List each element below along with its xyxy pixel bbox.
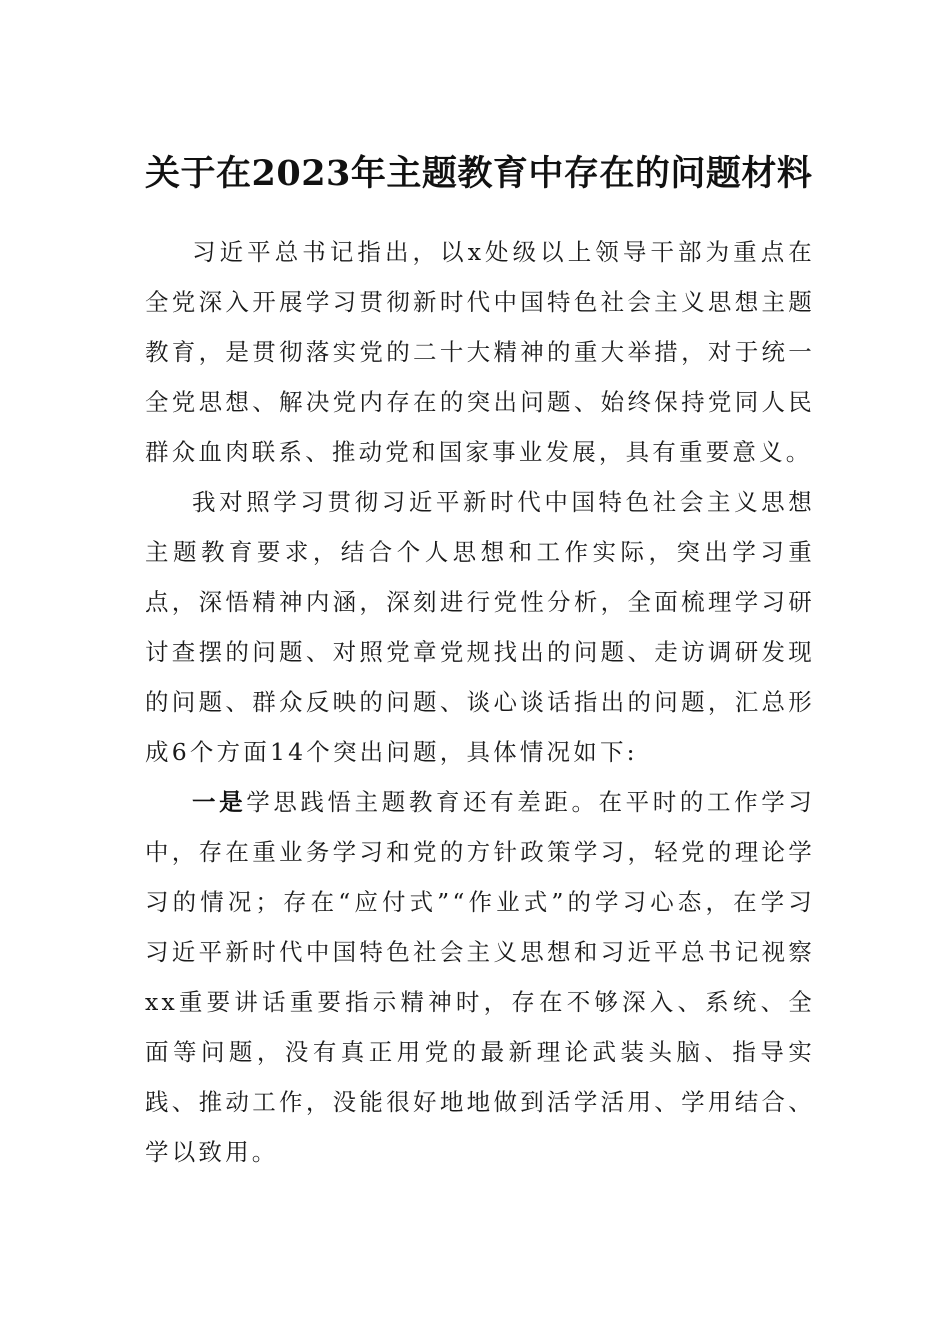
paragraph-intro [145, 227, 815, 477]
paragraph-text: 习近平总书记指出，以x处级以上领导干部为重点在全党深入开展学习贯彻新时代中国特色社会主义思想主题教育，是贯彻落实党的二十大精神的重大举措，对于统一全党思想、解决党内存在的突出问题、始终保持党同人民群众血肉联系、推动党和国家事业发展，具有重要意义。 [145, 238, 815, 466]
paragraph-self-review [145, 477, 815, 777]
paragraph-text: 我对照学习贯彻习近平新时代中国特色社会主义思想主题教育要求，结合个人思想和工作实际，突出学习重点，深悟精神内涵，深刻进行党性分析，全面梳理学习研讨查摆的问题、对照党章党规找出的问题、走访调研发现的问题、群众反映的问题、谈心谈话指出的问题，汇总形成6个方面14个突出问题，具体情况如下: [145, 488, 815, 766]
paragraph-text: 学思践悟主题教育还有差距。在平时的工作学习中，存在重业务学习和党的方针政策学习，轻党的理论学习的情况；存在“应付式”“作业式”的学习心态，在学习习近平新时代中国特色社会主义思想和习近平总书记视察xx重要讲话重要指示精神时，存在不够深入、系统、全面等问题，没有真正用党的最新理论武装头脑、指导实践、推动工作，没能很好地地做到活学活用、学用结合、学以致用。 [145, 788, 816, 1166]
document-title: 关于在2023年主题教育中存在的问题材料 [145, 153, 813, 194]
paragraph-lead-bold: 一是 [192, 788, 247, 816]
document-body [145, 227, 815, 1177]
paragraph-issue-one [145, 777, 815, 1177]
